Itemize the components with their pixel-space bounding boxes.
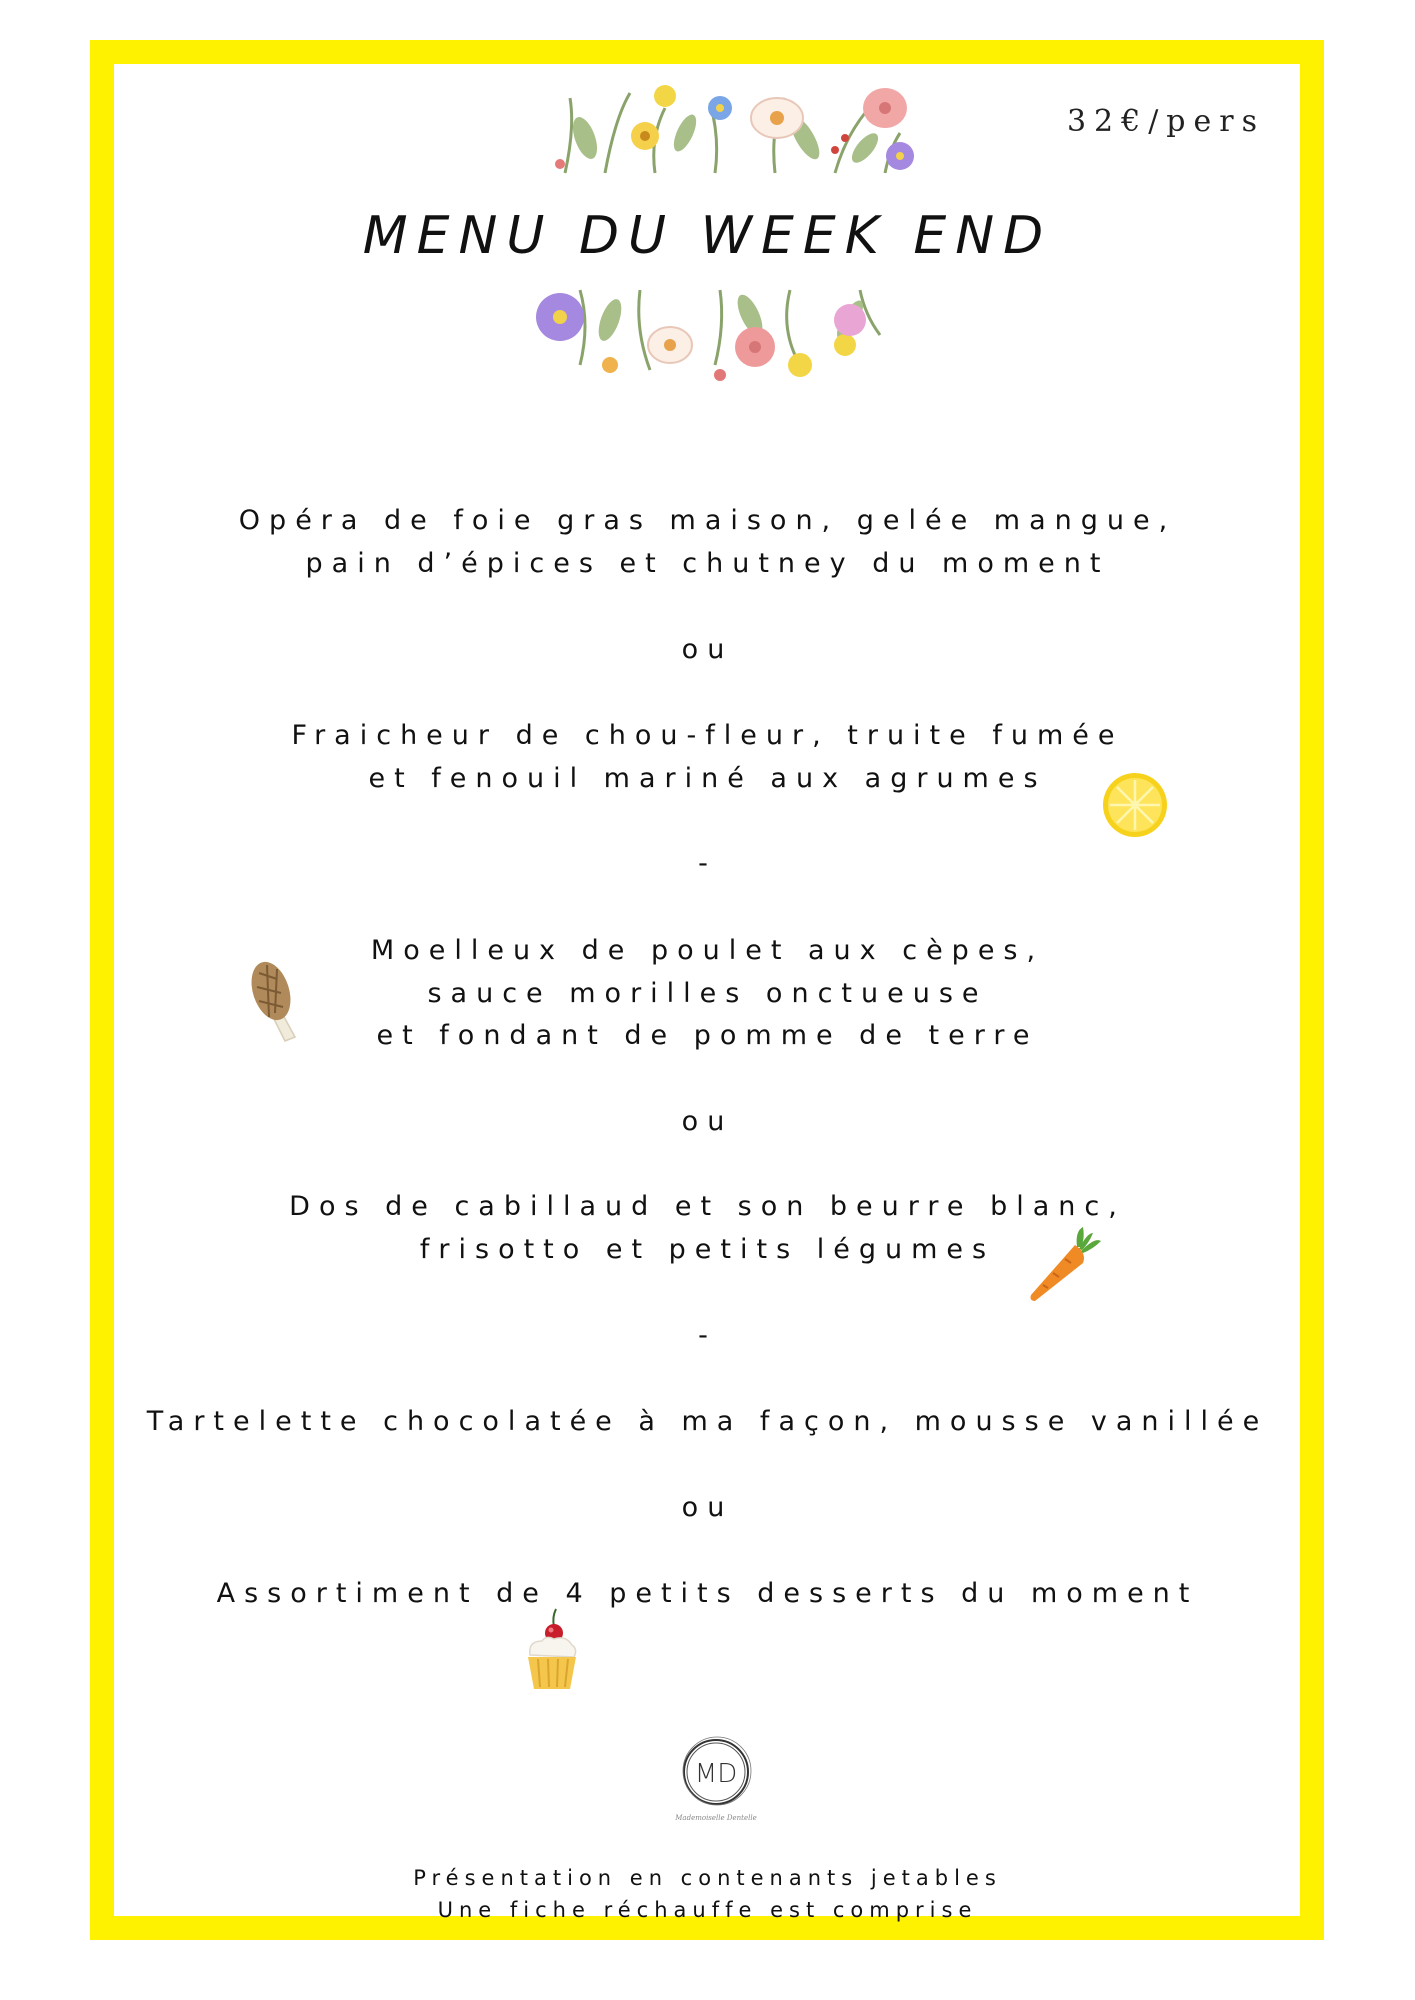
logo-signature: Mademoiselle Dentelle xyxy=(675,1814,757,1822)
starter-1-line-1: Opéra de foie gras maison, gelée mangue, xyxy=(238,505,1177,536)
or-separator-1: ou xyxy=(681,634,734,665)
starter-2-line-2: et fenouil mariné aux agrumes xyxy=(368,763,1047,794)
dessert-1-line: Tartelette chocolatée à ma façon, mousse vanillée xyxy=(146,1406,1269,1437)
price-label: 32€/pers xyxy=(1066,104,1265,139)
morel-mushroom-icon xyxy=(245,955,305,1045)
or-separator-2: ou xyxy=(681,1106,734,1137)
menu-title: MENU DU WEEK END xyxy=(362,206,1053,266)
or-separator-3: ou xyxy=(681,1492,734,1523)
main-2-line-2: frisotto et petits légumes xyxy=(419,1234,996,1265)
floral-top-icon xyxy=(545,78,915,178)
course-separator-1: - xyxy=(698,848,717,879)
carrot-icon xyxy=(1025,1225,1105,1305)
main-2-line-1: Dos de cabillaud et son beurre blanc, xyxy=(289,1191,1126,1222)
cupcake-cherry-icon xyxy=(522,1605,582,1695)
starter-1-line-2: pain d’épices et chutney du moment xyxy=(305,548,1110,579)
floral-bottom-icon xyxy=(520,285,910,390)
logo-ring-icon xyxy=(666,1728,766,1828)
brand-logo xyxy=(666,1728,766,1832)
footer-line-1: Présentation en contenants jetables xyxy=(413,1866,1002,1890)
footer-line-2: Une fiche réchauffe est comprise xyxy=(437,1898,978,1922)
starter-2-line-1: Fraicheur de chou-fleur, truite fumée xyxy=(291,720,1124,751)
dessert-2-line: Assortiment de 4 petits desserts du moment xyxy=(216,1578,1199,1609)
lemon-slice-icon xyxy=(1100,770,1170,840)
course-separator-2: - xyxy=(698,1320,717,1351)
main-1-line-2: sauce morilles onctueuse xyxy=(427,978,988,1009)
logo-initials: MD xyxy=(694,1759,738,1789)
main-1-line-1: Moelleux de poulet aux cèpes, xyxy=(370,935,1045,966)
main-1-line-3: et fondant de pomme de terre xyxy=(376,1020,1039,1051)
